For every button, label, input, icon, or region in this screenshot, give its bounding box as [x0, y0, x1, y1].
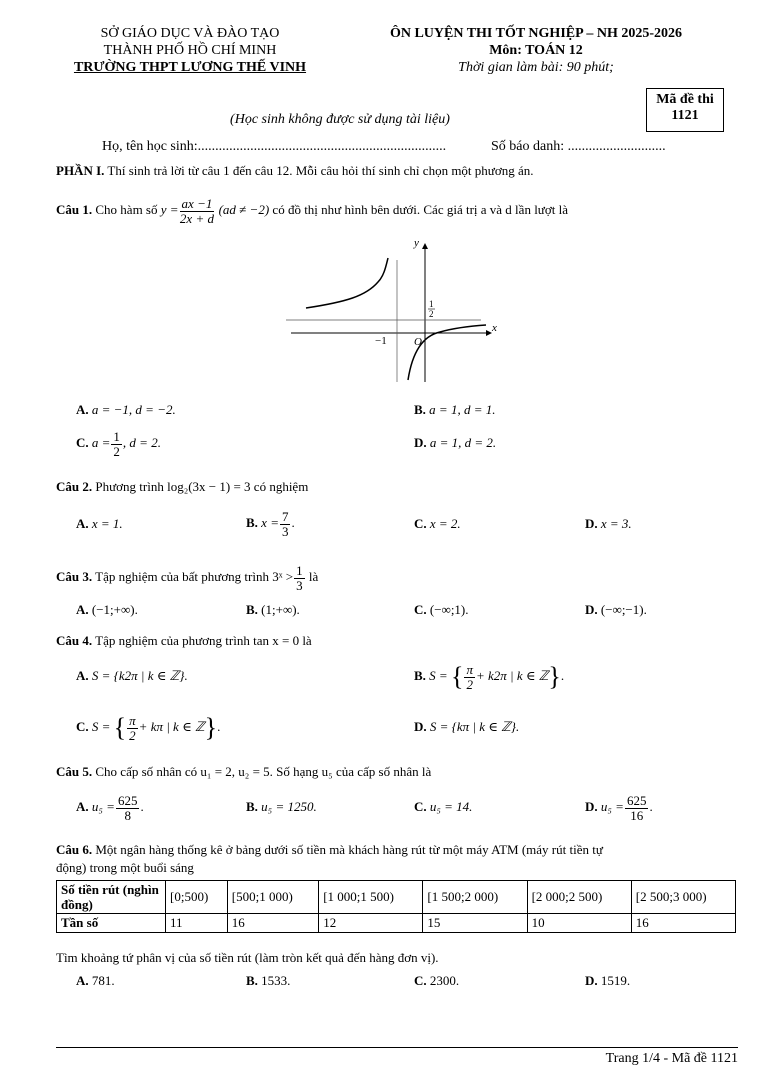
q2-stem: Câu 2. Phương trình log₂(3x − 1) = 3 có nghiệm [56, 479, 309, 494]
no-documents-note: (Học sinh không được sử dụng tài liệu) [230, 112, 450, 127]
q2-option-c[interactable]: C. x = 2. [414, 516, 461, 531]
table-cell: 11 [166, 914, 228, 933]
q5-option-a[interactable]: A. u₅ = $\frac{625}{8}$ . [76, 792, 144, 823]
q5-option-b[interactable]: B. u₅ = 1250. [246, 799, 317, 814]
q2-b-fraction: $\frac{7}{3}$ [281, 508, 289, 539]
q5-stem: Câu 5. Cho cấp số nhân có u₁ = 2, u₂ = 5. Số hạng u₅ của cấp số nhân là [56, 764, 432, 779]
q1-func-fraction [180, 197, 215, 226]
origin-label: O [414, 336, 422, 348]
half-den: 2 [429, 309, 434, 319]
dept-line1: SỞ GIÁO DỤC VÀ ĐÀO TẠO [100, 26, 280, 41]
q1-option-d[interactable]: D. a = 1, d = 2. [414, 435, 497, 450]
q4-option-a[interactable]: A. S = {k2π | k ∈ ℤ}. [76, 668, 188, 683]
q5-d-fraction: $\frac{625}{16}$ [626, 792, 647, 823]
footer-divider [56, 1047, 738, 1048]
q3-option-a[interactable]: A. (−1;+∞). [76, 602, 138, 617]
exam-code-label: Mã đề thi [656, 92, 714, 107]
school-name: TRƯỜNG THPT LƯƠNG THẾ VINH [73, 60, 307, 75]
q1-label: Câu 1. [56, 202, 93, 217]
q3-option-d[interactable]: D. (−∞;−1). [585, 602, 647, 617]
neg-one-label: −1 [375, 335, 387, 347]
q1-condition: (ad ≠ −2) [218, 202, 270, 217]
q4-option-b[interactable]: B. S = { $\frac{\pi}{2}$ + k2π | k ∈ ℤ}. [414, 661, 565, 692]
part1-instruction [56, 163, 533, 179]
student-id-line: Số báo danh: ............................ [491, 139, 666, 154]
q6-stem-line1: Câu 6. Một ngân hàng thống kê ở bảng dưới số tiền mà khách hàng rút từ một máy ATM (máy rút tiền tự [56, 842, 603, 857]
table-cell: 16 [227, 914, 318, 933]
q6-option-d[interactable]: D. 1519. [585, 973, 631, 988]
exam-code-value: 1121 [671, 108, 699, 123]
exam-title: ÔN LUYỆN THI TỐT NGHIỆP – NH 2025-2026 [389, 26, 683, 41]
x-axis-label: x [492, 322, 497, 334]
q2-option-d[interactable]: D. x = 3. [585, 516, 632, 531]
part1-label: PHẦN I. [56, 163, 105, 178]
q5-a-fraction: $\frac{625}{8}$ [117, 792, 138, 823]
q1-option-c[interactable]: C. a = $\frac{1}{2}$ , d = 2. [76, 428, 161, 459]
table-cell: 10 [527, 914, 631, 933]
q5-option-d[interactable]: D. u₅ = $\frac{625}{16}$ . [585, 792, 653, 823]
q3-fraction: $\frac{1}{3}$ [296, 562, 303, 593]
q1-graph [286, 236, 506, 386]
table-row-frequencies [57, 914, 736, 933]
q6-option-c[interactable]: C. 2300. [414, 973, 460, 988]
exam-code-box [646, 88, 724, 132]
q1-c-fraction: $\frac{1}{2}$ [113, 428, 120, 459]
table-cell: [0;500) [166, 881, 228, 914]
q2-option-a[interactable]: A. x = 1. [76, 516, 123, 531]
q1-post: có đồ thị như hình bên dưới. Các giá trị a và d lần lượt là [269, 202, 568, 217]
q4-option-c[interactable]: C. S = { $\frac{\pi}{2}$ + kπ | k ∈ ℤ}. [76, 712, 221, 743]
half-num: 1 [429, 299, 434, 309]
q4-option-d[interactable]: D. S = {kπ | k ∈ ℤ}. [414, 719, 520, 734]
q6-option-b[interactable]: B. 1533. [246, 973, 291, 988]
q4-c-fraction: $\frac{\pi}{2}$ [129, 712, 136, 743]
q1-stem [56, 196, 568, 226]
table-cell: [1 000;1 500) [319, 881, 423, 914]
part1-text: Thí sinh trả lời từ câu 1 đến câu 12. Mỗi câu hỏi thí sinh chỉ chọn một phương án. [104, 163, 534, 178]
table-cell: [500;1 000) [227, 881, 318, 914]
page-footer: Trang 1/4 - Mã đề 1121 [605, 1051, 738, 1066]
q2-option-b[interactable]: B. x = $\frac{7}{3}$ . [246, 508, 295, 539]
q5-option-c[interactable]: C. u₅ = 14. [414, 799, 473, 814]
subject: Môn: TOÁN 12 [489, 43, 583, 58]
q1-func-y: y = [160, 202, 179, 217]
table-row-intervals [57, 881, 736, 914]
q1-func-den: 2x + d [179, 210, 214, 226]
exam-time: Thời gian làm bài: 90 phút; [458, 60, 614, 75]
q3-option-c[interactable]: C. (−∞;1). [414, 602, 469, 617]
curve-left-branch [306, 258, 388, 308]
q3-option-b[interactable]: B. (1;+∞). [246, 602, 300, 617]
q4-stem: Câu 4. Tập nghiệm của phương trình tan x = 0 là [56, 633, 312, 648]
y-axis-label: y [414, 237, 419, 249]
student-name-line: Họ, tên học sinh:....................................................................... [102, 139, 447, 154]
q4-b-fraction: $\frac{\pi}{2}$ [466, 661, 473, 692]
table-cell: 16 [631, 914, 735, 933]
table-cell: 12 [319, 914, 423, 933]
table-cell: 15 [423, 914, 527, 933]
q1-option-b[interactable]: B. a = 1, d = 1. [414, 402, 496, 417]
table-cell: [2 500;3 000) [631, 881, 735, 914]
q6-option-a[interactable]: A. 781. [76, 973, 115, 988]
q1-pre: Cho hàm số [92, 202, 161, 217]
table-cell: [2 000;2 500) [527, 881, 631, 914]
table-cell: [1 500;2 000) [423, 881, 527, 914]
q6-question: Tìm khoảng tứ phân vị của số tiền rút (làm tròn kết quả đến hàng đơn vị). [56, 950, 439, 965]
atm-frequency-table [56, 880, 736, 933]
q3-stem: Câu 3. Tập nghiệm của bất phương trình 3ˣ > $\frac{1}{3}$ là [56, 562, 319, 593]
table-header-frequency: Tần số [57, 914, 166, 933]
table-header-amount: Số tiền rút (nghìn đồng) [57, 881, 166, 914]
q1-func-num: ax −1 [181, 195, 213, 211]
q1-option-a[interactable]: A. a = −1, d = −2. [76, 402, 176, 417]
q6-stem-line2: động) trong một buổi sáng [56, 860, 194, 875]
dept-line2: THÀNH PHỐ HỒ CHÍ MINH [103, 43, 277, 58]
